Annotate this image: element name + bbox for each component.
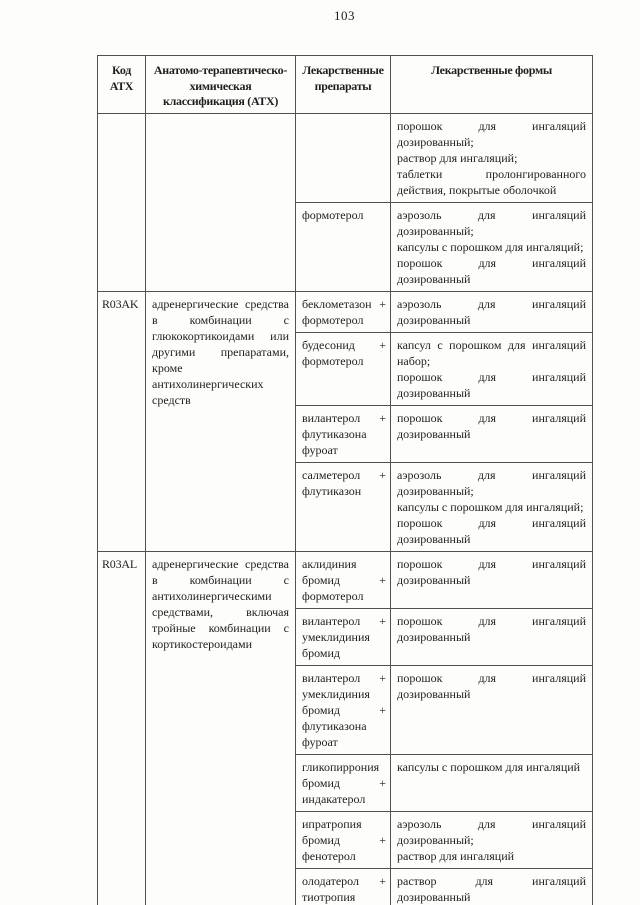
drug-name-part: формотерол (302, 353, 364, 368)
drug-line (302, 645, 386, 661)
form-entry: аэрозоль для ингаляций дозированный; (397, 207, 586, 238)
table-row (98, 551, 593, 608)
drug-cell (296, 291, 391, 332)
plus-sign (384, 848, 386, 864)
drug-line (302, 791, 386, 807)
drug-line (302, 483, 386, 499)
drug-cell (296, 462, 391, 551)
drug-name-part: фенотерол (302, 848, 356, 863)
form-entry: порошок для ингаляций дозированный (397, 255, 586, 286)
plus-sign: + (379, 670, 386, 685)
classification-cell (146, 291, 296, 551)
drug-line (302, 556, 386, 572)
drug-line (302, 410, 386, 426)
forms-cell (391, 551, 593, 608)
drug-name-part: формотерол (302, 312, 364, 327)
classification-text: адренергические средства в комбинации с антихолинергическими средствами, включая тройные комбинации с кортикостероидами (152, 556, 289, 651)
drug-name-part: формотерол (302, 207, 364, 222)
form-entry: капсулы с порошком для ингаляций (397, 759, 581, 774)
plus-sign: + (379, 613, 386, 628)
drug-name-part: олодатерол (302, 873, 360, 888)
table-row (98, 291, 593, 332)
drug-name-part: бромид (302, 775, 340, 790)
drug-name-part: умеклидиния (302, 686, 370, 701)
forms-cell (391, 462, 593, 551)
plus-sign (384, 353, 386, 369)
drug-line (302, 353, 386, 369)
forms-cell (391, 113, 593, 202)
drug-line (302, 467, 386, 483)
drug-name-part: ипратропия (302, 816, 362, 831)
drug-cell (296, 332, 391, 405)
plus-sign: + (379, 775, 386, 790)
header-dosage-forms: Лекарственные формы (391, 56, 593, 114)
atc-code-cell (98, 113, 146, 291)
drug-cell (296, 113, 391, 202)
drug-name-part: вилантерол (302, 613, 361, 628)
drug-name-part: флутиказона (302, 426, 367, 441)
drug-name-part: фуроат (302, 734, 338, 749)
drug-cell (296, 551, 391, 608)
drug-line (302, 816, 386, 832)
drug-line (302, 629, 386, 645)
plus-sign (384, 588, 386, 604)
forms-cell (391, 608, 593, 665)
drug-cell (296, 754, 391, 811)
plus-sign (384, 556, 386, 572)
table-row (98, 113, 593, 202)
form-entry: порошок для ингаляций дозированный; (397, 118, 586, 149)
plus-sign: + (379, 702, 386, 717)
form-entry: порошок для ингаляций дозированный (397, 613, 586, 644)
drug-name-part: бромид (302, 645, 340, 660)
form-entry: капсулы с порошком для ингаляций; (397, 499, 584, 514)
forms-cell (391, 202, 593, 291)
plus-sign: + (379, 337, 386, 352)
plus-sign: + (379, 873, 386, 888)
forms-cell (391, 754, 593, 811)
atc-code-cell: R03AK (98, 291, 146, 551)
drug-line (302, 873, 386, 889)
drug-name-part: флутиказона (302, 718, 367, 733)
form-entry: аэрозоль для ингаляций дозированный (397, 296, 586, 327)
forms-cell (391, 868, 593, 905)
atc-table-body (98, 113, 593, 905)
drug-line (302, 848, 386, 864)
forms-cell (391, 665, 593, 754)
drug-line (302, 734, 386, 750)
form-entry: аэрозоль для ингаляций дозированный; (397, 467, 586, 498)
drug-line (302, 832, 386, 848)
drug-name-part: индакатерол (302, 791, 366, 806)
drug-name-part: будесонид (302, 337, 355, 352)
plus-sign (384, 207, 386, 223)
form-entry: раствор для ингаляций дозированный (397, 873, 586, 904)
form-entry: раствор для ингаляций; (397, 150, 518, 165)
drug-cell (296, 608, 391, 665)
drug-cell (296, 868, 391, 905)
drug-name-part: салметерол (302, 467, 361, 482)
atc-classification-table (97, 55, 593, 905)
classification-text: адренергические средства в комбинации с глюкокортикоидами или другими препаратами, кроме антихолинергических средств (152, 296, 289, 407)
form-entry: порошок для ингаляций дозированный (397, 515, 586, 546)
drug-name-part: умеклидиния (302, 629, 370, 644)
form-entry: порошок для ингаляций дозированный (397, 670, 586, 701)
drug-name-part: бромид (302, 832, 340, 847)
drug-line (302, 426, 386, 442)
drug-name-part: гликопиррония (302, 759, 380, 774)
drug-line (302, 686, 386, 702)
drug-line (302, 337, 386, 353)
drug-line (302, 572, 386, 588)
forms-cell (391, 405, 593, 462)
drug-name-part: аклидиния (302, 556, 357, 571)
page-number: 103 (334, 8, 355, 23)
forms-cell (391, 332, 593, 405)
plus-sign: + (379, 832, 386, 847)
drug-cell (296, 811, 391, 868)
drug-line (302, 588, 386, 604)
drug-name-part: вилантерол (302, 410, 361, 425)
drug-line (302, 889, 386, 905)
drug-name-part: бромид (302, 702, 340, 717)
form-entry: порошок для ингаляций дозированный (397, 410, 586, 441)
forms-cell (391, 291, 593, 332)
header-classification: Анатомо-терапевтическо-химическая классификация (АТХ) (146, 56, 296, 114)
plus-sign (384, 312, 386, 328)
drug-name-part: фуроат (302, 442, 338, 457)
classification-cell (146, 551, 296, 905)
plus-sign (384, 645, 386, 661)
form-entry: порошок для ингаляций дозированный (397, 369, 586, 400)
plus-sign: + (379, 410, 386, 425)
classification-cell (146, 113, 296, 291)
drug-cell (296, 665, 391, 754)
drug-line (302, 718, 386, 734)
plus-sign (384, 442, 386, 458)
table-header-row (98, 56, 593, 114)
header-drugs: Лекарственные препараты (296, 56, 391, 114)
plus-sign (384, 426, 386, 442)
form-entry: капсулы с порошком для ингаляций; (397, 239, 584, 254)
plus-sign (384, 791, 386, 807)
form-entry: раствор для ингаляций (397, 848, 515, 863)
plus-sign (384, 889, 386, 905)
plus-sign: + (379, 296, 386, 311)
drug-cell (296, 202, 391, 291)
plus-sign (384, 759, 386, 775)
form-entry: порошок для ингаляций дозированный (397, 556, 586, 587)
drug-line (302, 442, 386, 458)
plus-sign (384, 718, 386, 734)
drug-name-part: беклометазон (302, 296, 372, 311)
drug-cell (296, 405, 391, 462)
form-entry: аэрозоль для ингаляций дозированный; (397, 816, 586, 847)
drug-name-part: бромид (302, 572, 340, 587)
drug-line (302, 775, 386, 791)
drug-name-part: вилантерол (302, 670, 361, 685)
drug-name-part: флутиказон (302, 483, 362, 498)
plus-sign (384, 734, 386, 750)
drug-line (302, 759, 386, 775)
drug-line (302, 207, 386, 223)
drug-line (302, 613, 386, 629)
drug-line (302, 296, 386, 312)
drug-name-part: тиотропия (302, 889, 356, 904)
drug-line (302, 702, 386, 718)
plus-sign (384, 686, 386, 702)
plus-sign: + (379, 467, 386, 482)
plus-sign (384, 816, 386, 832)
form-entry: таблетки пролонгированного действия, покрытые оболочкой (397, 166, 586, 197)
form-entry: капсул с порошком для ингаляций набор; (397, 337, 586, 368)
plus-sign (384, 483, 386, 499)
drug-name-part: формотерол (302, 588, 364, 603)
atc-code-cell: R03AL (98, 551, 146, 905)
forms-cell (391, 811, 593, 868)
header-atc-code: Код АТХ (98, 56, 146, 114)
plus-sign (384, 629, 386, 645)
drug-line (302, 670, 386, 686)
plus-sign: + (379, 572, 386, 587)
drug-line (302, 312, 386, 328)
